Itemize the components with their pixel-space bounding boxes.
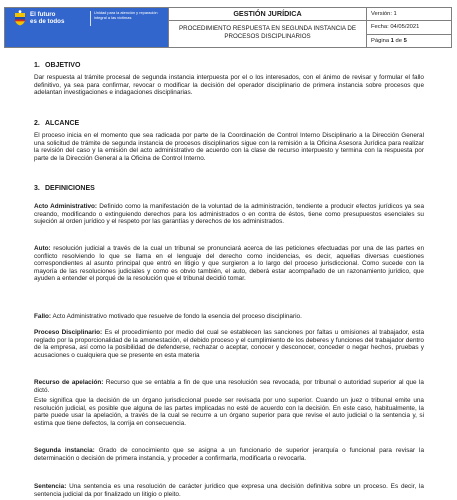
definition-apelacion-detail: Este significa que la decisión de un órgano jurisdiccional puede ser revisada por uno superior. Cuando un juez o tribunal emite una resolución judicial, es posible que alguna de las partes implicadas no esté de acuerdo con la decisión. En este caso, habitualmente, la parte puede usar la apelación, a través de la cual se recurre a un órgano superior para que revise el auto judicial o la sentencia y, si estima que tiene defectos, la corrija en consecuencia. <box>34 397 424 427</box>
definition-acto-administrativo: Acto Administrativo: Definido como la manifestación de la voluntad de la administración, tendiente a producir efectos jurídicos ya sea creando, modificando o extinguiendo derechos para los administrados o en contra de éstos, tiene como presupuestos esenciales su sujeción al orden jurídico y el respeto por las garantías y derechos de los administrados. <box>34 203 425 226</box>
logo-banner <box>5 8 169 47</box>
section-heading-objetivo: 1. OBJETIVO <box>34 62 81 69</box>
coat-of-arms-icon <box>13 10 27 26</box>
definition-auto: Auto: resolución judicial a través de la cual un tribunal se pronunciará acerca de las peticiones efectuadas por una de las partes en conflicto resolviendo lo que se llama en el lenguaje del derecho como incidencias, es decir, aquellas diversas cuestiones correspondientes al asunto principal que entró en litigio y que surgieron a lo largo del proceso jurisdiccional. Como sucede con la mayoría de las resoluciones judiciales y como es obvio también, el auto, deberá estar acompañado de un razonamiento jurídico, que ayuden a entender el porqué de la resolución que el tribunal decidió tomar. <box>34 245 424 283</box>
logo-entity-name: Unidad para la atención y reparación integral a las víctimas <box>94 10 158 20</box>
area-title: GESTIÓN JURÍDICA <box>169 8 366 21</box>
logo-divider <box>90 11 91 26</box>
procedure-title: PROCEDIMIENTO RESPUESTA EN SEGUNDA INSTANCIA DE PROCESOS DISCIPLINARIOS <box>178 25 357 40</box>
header-meta-cell <box>367 8 451 47</box>
definition-proceso-disciplinario: Proceso Disciplinario: Es el procedimiento por medio del cual se establecen las sanciones por faltas u omisiones al trabajador, esta reglado por la proporcionalidad de la amonestación, el debido proceso y el cumplimiento de los deberes y funciones del trabajador dentro de la empresa, así como la posibilidad de defenderse, rechazar o aceptar, conocer y desconocer, conceder o negar hechos, pruebas y acusaciones o cualquiera que se presente en esta materia <box>34 329 424 359</box>
document-header <box>4 7 452 48</box>
section-heading-definiciones: 3. DEFINICIONES <box>34 185 95 192</box>
definition-fallo: Fallo: Acto Administrativo motivado que resuelve de fondo la esencia del proceso disciplinario. <box>34 313 302 320</box>
alcance-paragraph: El proceso inicia en el momento que sea radicada por parte de la Coordinación de Control Interno Disciplinario a la Dirección General una solicitud de trámite de segunda instancia de procesos disciplinarios sigue con la remisión a la Oficina Asesora Jurídica para realizar la revisión del caso y la emisión del acto administrativo de acuerdo con la clase de recurso interpuesto y termina con la respuesta por parte de la Dirección General a la Oficina de Control Interno. <box>34 132 424 162</box>
section-heading-alcance: 2. ALCANCE <box>34 120 80 127</box>
logo-slogan: El futuro es de todos <box>30 11 65 25</box>
page-indicator: Página 1 de 5 <box>371 37 407 44</box>
header-title-cell <box>169 8 367 47</box>
objetivo-paragraph: Dar respuesta al trámite procesal de segunda instancia interpuesta por el o los interesados, con el ánimo de revisar y formular el fallo definitivo, ya sea para confirmar, revocar o modificar la decisión del operador disciplinario de primera instancia sobre procesos que adelantan investigaciones e indagaciones disciplinarias. <box>34 74 424 97</box>
date-label: Fecha: 04/05/2021 <box>367 21 451 34</box>
definition-segunda-instancia: Segunda instancia: Grado de conocimiento que se asigna a un funcionario de superior jerarquía o funcional para revisar la determinación o decisión de primera instancia, y proceder a confirmarla, modificarla o revocarla. <box>34 447 425 462</box>
definition-sentencia: Sentencia: Una sentencia es una resolución de carácter jurídico que expresa una decisión definitiva sobre un proceso. Es decir, la sentencia judicial da por finalizado un litigio o pleito. <box>34 483 424 498</box>
version-label: Versión: 1 <box>367 8 451 21</box>
definition-recurso-apelacion: Recurso de apelación: Recurso que se entabla a fin de que una resolución sea revocada, por tribunal o autoridad superior al que la dictó. <box>34 379 424 394</box>
